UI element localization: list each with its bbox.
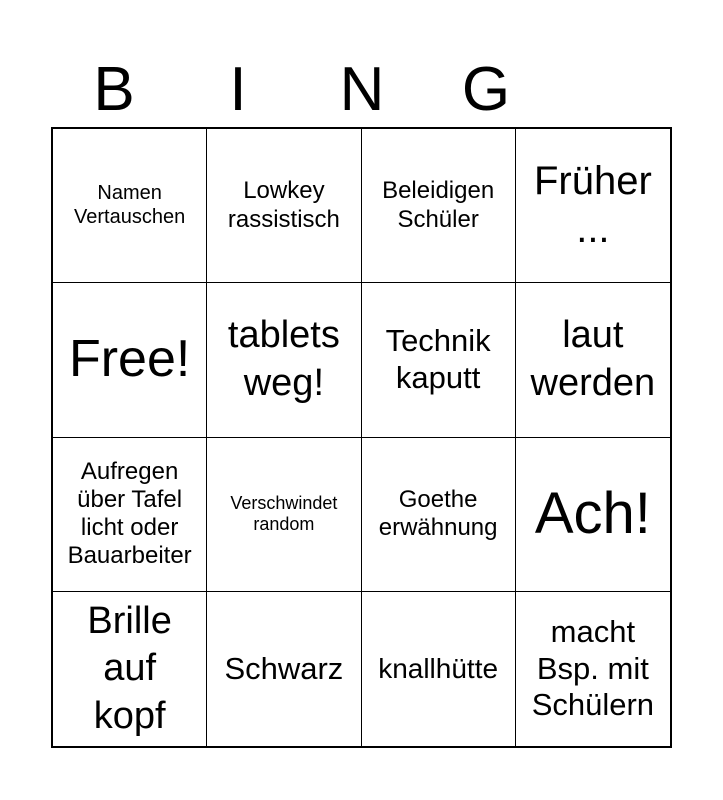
bingo-cell[interactable]: Brille auf kopf [53,592,207,746]
bingo-cell[interactable]: Lowkey rassistisch [207,129,361,283]
bingo-board [51,127,672,748]
header-letter-i: I [229,55,247,124]
header-letter-g: G [461,55,511,124]
bingo-header [52,52,672,128]
bingo-cell[interactable]: macht Bsp. mit Schülern [531,614,655,723]
bingo-cell[interactable]: Ach! [516,438,670,592]
header-letter-n: N [339,55,385,124]
bingo-cell[interactable]: Schwarz [207,592,361,746]
bingo-cell[interactable]: Goethe erwähnung [362,438,516,592]
bingo-cell[interactable]: Verschwindet random [207,438,361,592]
bingo-cell[interactable]: knallhütte [362,592,516,746]
header-letter-b: B [93,55,135,124]
bingo-cell[interactable]: laut werden [516,283,670,437]
bingo-cell[interactable]: tablets weg! [207,283,361,437]
bingo-cell[interactable]: Aufregen über Tafel licht oder Bauarbeiter [53,438,207,592]
bingo-cell-free[interactable]: Free! [53,283,207,437]
bingo-cell[interactable]: Namen Vertauschen [53,129,207,283]
bingo-cell[interactable]: Technik kaputt [362,283,516,437]
bingo-cell[interactable]: Früher ... [516,129,670,283]
bingo-cell[interactable]: Beleidigen Schüler [362,129,516,283]
